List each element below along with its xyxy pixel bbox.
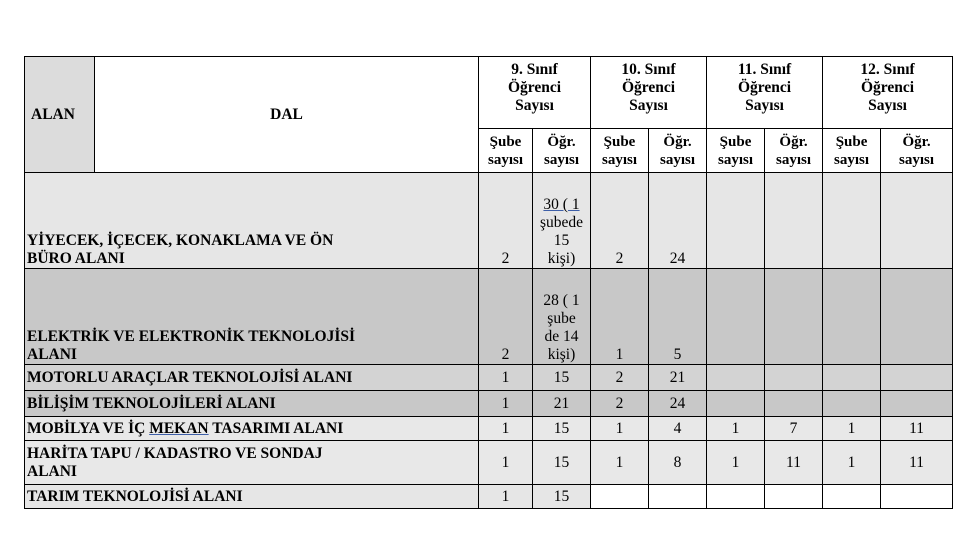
- cell-9-sube: 2: [479, 269, 533, 365]
- table-row: [25, 365, 953, 391]
- cell-12-ogr: [881, 269, 953, 365]
- grade-12-subtitle: Öğrenci: [860, 79, 915, 96]
- cell-9-sube: 1: [479, 485, 533, 509]
- cell-11-ogr: [765, 365, 823, 391]
- ogr-header: Öğr. sayısı: [765, 129, 823, 173]
- cell-11-sube: [707, 485, 765, 509]
- cell-11-ogr: 11: [765, 441, 823, 485]
- cell-10-ogr: 5: [649, 269, 707, 365]
- cell-10-ogr: 24: [649, 173, 707, 269]
- cell-10-ogr: [649, 485, 707, 509]
- cell-11-sube: [707, 391, 765, 417]
- student-count-table: [24, 56, 953, 509]
- cell-10-sube: 1: [591, 269, 649, 365]
- header-row-groups: [25, 57, 953, 129]
- sube-header: Şube sayısı: [591, 129, 649, 173]
- table-row: [25, 441, 953, 485]
- table-row: [25, 485, 953, 509]
- cell-10-sube: 1: [591, 417, 649, 441]
- cell-9-sube: 1: [479, 365, 533, 391]
- table-row: [25, 173, 953, 269]
- grade-10-title: 10. Sınıf: [621, 61, 676, 78]
- dal-header: DAL: [95, 57, 479, 173]
- sube-header: Şube sayısı: [823, 129, 881, 173]
- sube-header: Şube sayısı: [479, 129, 533, 173]
- cell-12-ogr: [881, 173, 953, 269]
- cell-12-ogr: [881, 391, 953, 417]
- row-alan-name: MOTORLU ARAÇLAR TEKNOLOJİSİ ALANI: [25, 365, 479, 391]
- cell-9-ogr: 15: [533, 365, 591, 391]
- cell-12-ogr: [881, 365, 953, 391]
- cell-11-sube: [707, 365, 765, 391]
- sube-header: Şube sayısı: [707, 129, 765, 173]
- table-row: [25, 417, 953, 441]
- cell-12-sube: [823, 269, 881, 365]
- table-row: [25, 391, 953, 417]
- ogr-header: Öğr. sayısı: [649, 129, 707, 173]
- grade-9-count-label: Sayısı: [515, 97, 554, 114]
- cell-9-sube: 1: [479, 441, 533, 485]
- grade-11-count-label: Sayısı: [745, 97, 784, 114]
- ogr-header: Öğr. sayısı: [533, 129, 591, 173]
- grade-10-count-label: Sayısı: [629, 97, 668, 114]
- grade-10-header: [591, 57, 707, 129]
- cell-11-ogr: [765, 173, 823, 269]
- grade-9-title: 9. Sınıf: [511, 61, 558, 78]
- cell-9-ogr: 21: [533, 391, 591, 417]
- row-alan-name: BİLİŞİM TEKNOLOJİLERİ ALANI: [25, 391, 479, 417]
- cell-10-ogr: 21: [649, 365, 707, 391]
- cell-12-sube: [823, 391, 881, 417]
- cell-9-sube: 1: [479, 417, 533, 441]
- row-alan-name: YİYECEK, İÇECEK, KONAKLAMA VE ÖN BÜRO ALANI: [25, 173, 479, 269]
- cell-12-sube: [823, 173, 881, 269]
- cell-9-ogr: 28 ( 1 şube de 14 kişi): [533, 269, 591, 365]
- cell-11-sube: [707, 269, 765, 365]
- grade-12-count-label: Sayısı: [868, 97, 907, 114]
- cell-11-ogr: [765, 485, 823, 509]
- cell-10-ogr: 24: [649, 391, 707, 417]
- cell-10-sube: 1: [591, 441, 649, 485]
- cell-11-sube: 1: [707, 441, 765, 485]
- grade-9-header: [479, 57, 591, 129]
- cell-11-ogr: [765, 269, 823, 365]
- cell-9-sube: 1: [479, 391, 533, 417]
- document-page: [24, 56, 953, 509]
- grade-9-subtitle: Öğrenci: [507, 79, 562, 96]
- ogr-header: Öğr. sayısı: [881, 129, 953, 173]
- cell-12-ogr: [881, 485, 953, 509]
- row-alan-name: MOBİLYA VE İÇ MEKAN TASARIMI ALANI: [25, 417, 479, 441]
- cell-10-sube: 2: [591, 173, 649, 269]
- cell-10-ogr: 4: [649, 417, 707, 441]
- grade-12-title: 12. Sınıf: [860, 61, 915, 78]
- cell-10-sube: 2: [591, 391, 649, 417]
- cell-9-sube: 2: [479, 173, 533, 269]
- row-alan-name: HARİTA TAPU / KADASTRO VE SONDAJ ALANI: [25, 441, 479, 485]
- cell-10-ogr: 8: [649, 441, 707, 485]
- cell-12-ogr: 11: [881, 417, 953, 441]
- cell-10-sube: [591, 485, 649, 509]
- cell-9-ogr: 15: [533, 485, 591, 509]
- cell-12-sube: 1: [823, 441, 881, 485]
- cell-10-sube: 2: [591, 365, 649, 391]
- grade-11-header: [707, 57, 823, 129]
- cell-11-ogr: 7: [765, 417, 823, 441]
- grade-12-header: [823, 57, 953, 129]
- cell-9-ogr: 15: [533, 441, 591, 485]
- cell-11-ogr: [765, 391, 823, 417]
- row-alan-name: TARIM TEKNOLOJİSİ ALANI: [25, 485, 479, 509]
- grade-10-subtitle: Öğrenci: [621, 79, 676, 96]
- grade-11-title: 11. Sınıf: [737, 61, 792, 78]
- table-row: [25, 269, 953, 365]
- cell-12-ogr: 11: [881, 441, 953, 485]
- grade-11-subtitle: Öğrenci: [737, 79, 792, 96]
- cell-9-ogr: 30 ( 1 şubede 15 kişi): [533, 173, 591, 269]
- alan-header: ALAN: [25, 57, 95, 173]
- cell-11-sube: 1: [707, 417, 765, 441]
- cell-12-sube: [823, 365, 881, 391]
- cell-12-sube: 1: [823, 417, 881, 441]
- cell-9-ogr: 15: [533, 417, 591, 441]
- cell-11-sube: [707, 173, 765, 269]
- row-alan-name: ELEKTRİK VE ELEKTRONİK TEKNOLOJİSİ ALANI: [25, 269, 479, 365]
- cell-12-sube: [823, 485, 881, 509]
